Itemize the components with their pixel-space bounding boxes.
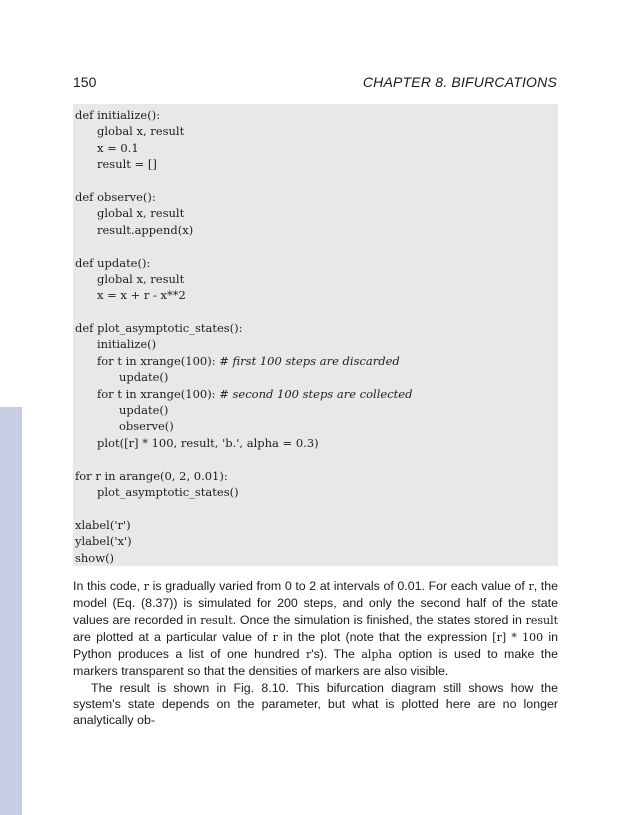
- code-line: show(): [75, 550, 115, 565]
- text-run: in Python produces a list of one hundred: [73, 629, 558, 662]
- code-line: observe(): [119, 419, 174, 434]
- code-line: def observe():: [75, 189, 156, 204]
- code-line: result = []: [97, 157, 157, 172]
- inline-code: r: [143, 580, 150, 593]
- inline-code: result: [200, 613, 233, 627]
- code-line: def plot_asymptotic_states():: [75, 321, 243, 336]
- paragraph: [73, 578, 558, 680]
- text-run: are plotted at a particular value of: [73, 629, 273, 644]
- code-line: [75, 386, 558, 402]
- code-line: global x, result: [97, 271, 185, 286]
- code-line: update(): [119, 403, 169, 418]
- code-line: plot([r] * 100, result, 'b.', alpha = 0.3): [97, 435, 319, 450]
- text-run: , the model (Eq. (8.37)) is simulated for 200 steps, and only the second half of the state values are recorded in: [73, 579, 558, 627]
- paragraph: The result is shown in Fig. 8.10. This bifurcation diagram still shows how the system's state depends on the parameter, but what is plotted here are no longer analytically ob-: [73, 680, 558, 728]
- chapter-title: CHAPTER 8. BIFURCATIONS: [362, 74, 557, 90]
- code-line: x = x + r - x**2: [97, 288, 186, 303]
- code-line: ylabel('x'): [75, 534, 132, 549]
- code-line: update(): [119, 370, 169, 385]
- code-line: xlabel('r'): [75, 517, 131, 532]
- code-line: x = 0.1: [97, 140, 139, 155]
- code-line: result.append(x): [97, 222, 194, 237]
- code-line: initialize(): [97, 337, 157, 352]
- text-run: . Once the simulation is finished, the states stored in: [232, 612, 526, 627]
- inline-code: result: [525, 613, 559, 627]
- text-run: 's). The: [311, 647, 362, 662]
- code-line: def update():: [75, 255, 151, 270]
- code-line: [75, 353, 558, 369]
- code-comment: # first 100 steps are discarded: [219, 353, 400, 368]
- code-blank-line: [75, 451, 558, 467]
- code-text: for t in xrange(100):: [97, 386, 220, 401]
- code-line: for r in arange(0, 2, 0.01):: [75, 468, 228, 483]
- text-run: is gradually varied from 0 to 2 at intervals of 0.01. For each value of: [149, 579, 529, 593]
- code-comment: # second 100 steps are collected: [219, 386, 413, 401]
- inline-code: r: [272, 630, 278, 644]
- code-text: for t in xrange(100):: [97, 353, 220, 368]
- code-listing: [73, 104, 558, 566]
- inline-code: r: [305, 648, 312, 662]
- text-run: in the plot (note that the expression: [277, 629, 493, 644]
- code-blank-line: [75, 304, 558, 320]
- code-line: global x, result: [97, 206, 185, 221]
- side-thumb-tab: [0, 407, 22, 815]
- code-line: plot_asymptotic_states(): [97, 484, 239, 499]
- code-blank-line: [75, 173, 558, 189]
- code-blank-line: [75, 500, 558, 516]
- inline-code: r: [528, 580, 534, 593]
- body-text: [73, 578, 558, 729]
- text-run: In this code,: [73, 579, 144, 593]
- inline-code: [r] * 100: [492, 630, 544, 644]
- text-run: option is used to make the markers transparent so that the densities of markers are also visible.: [73, 647, 558, 679]
- code-line: def initialize():: [75, 108, 161, 122]
- code-line: global x, result: [97, 124, 185, 139]
- code-blank-line: [75, 238, 558, 254]
- page-number: 150: [73, 74, 97, 90]
- inline-code: alpha: [361, 648, 393, 662]
